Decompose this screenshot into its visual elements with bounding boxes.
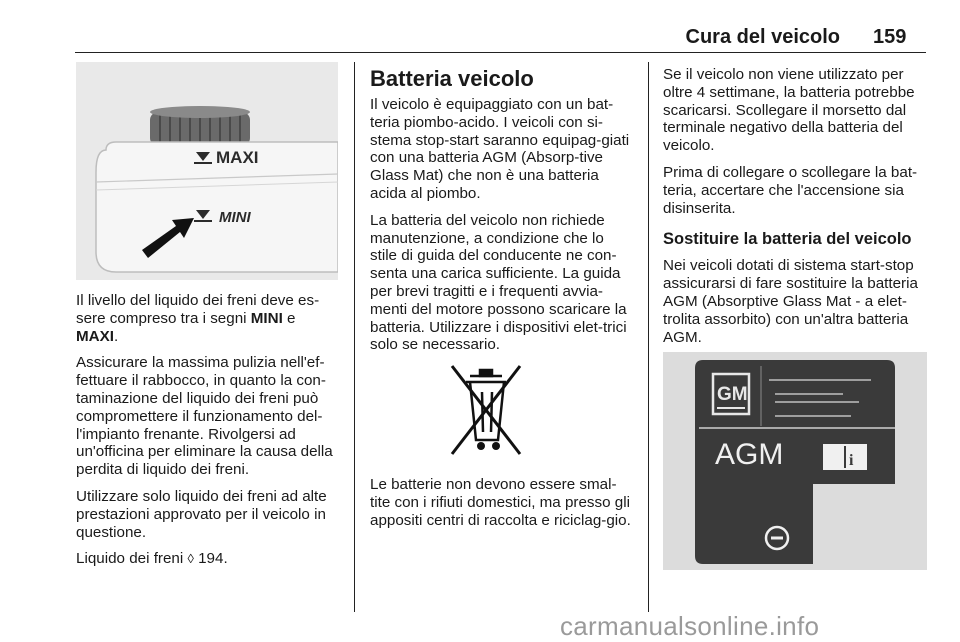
column-middle-lower: [370, 476, 634, 529]
crossed-bin-icon: [448, 362, 524, 458]
svg-text:i: i: [849, 452, 854, 469]
column-divider-right: [648, 62, 649, 612]
column-middle: [370, 66, 634, 363]
page-header: [0, 0, 960, 56]
agm-text: AGM: [715, 438, 784, 471]
maxi-term: MAXI: [76, 327, 114, 345]
column-divider-left: [354, 62, 355, 612]
brake-fluid-quality-paragraph: Utilizzare solo liquido dei freni ad alte prestazioni approvato per il veicolo in questione.: [76, 487, 327, 541]
cleanliness-paragraph: Assicurare la massima pulizia nell'ef-fettuare il rabbocco, in quanto la con-taminazione del liquido dei freni può compromettere il funzionamento del-l'impianto frenante. Rivolgersi ad un'officina per eliminare la causa della perdita di liquido dei freni.: [76, 354, 333, 479]
battery-maintenance-paragraph: La batteria del veicolo non richiede manutenzione, a condizione che lo stile di guida del conducente ne con-senta una carica sufficiente. La guida per brevi tragitti e i frequenti avvia-menti del motore possono scaricare la batteria. Utilizzare i dispositivi elet-trici solo se necessario.: [370, 211, 627, 354]
battery-type-paragraph: Il veicolo è equipaggiato con un bat-teria piombo-acido. I veicoli con si-stema stop-start saranno equipag-giati con una batteria AGM (Absorp-tive Glass Mat) che non è una batteria acida al piombo.: [370, 96, 630, 202]
mini-term: MINI: [250, 309, 283, 327]
agm-battery-label-image: [663, 352, 927, 570]
ignition-paragraph: Prima di collegare o scollegare la bat-teria, accertare che l'accensione sia disinserita.: [663, 163, 918, 217]
replace-battery-heading: Sostituire la batteria del veicolo: [663, 230, 912, 249]
column-left: [76, 292, 340, 577]
page-reference-link[interactable]: ◊ 194.: [187, 550, 228, 568]
gm-logo: GM: [717, 384, 748, 405]
section-title: Cura del veicolo: [685, 26, 840, 48]
header-rule: [75, 52, 926, 53]
battery-heading: Batteria veicolo: [370, 66, 534, 91]
column-right: [663, 66, 927, 355]
brake-fluid-reservoir-image: [76, 62, 338, 280]
mini-mark-label: MINI: [219, 209, 251, 226]
manual-book-icon: [823, 444, 867, 470]
page-number: 159: [873, 26, 907, 48]
agm-replacement-paragraph: Nei veicoli dotati di sistema start-stop assicurarsi di fare sostituire la batteria AGM (Absorptive Glass Mat - a elet-trolita assorbito) con un'altra batteria AGM.: [663, 257, 918, 346]
storage-paragraph: Se il veicolo non viene utilizzato per oltre 4 settimane, la batteria potrebbe scaricarsi. Scollegare il morsetto dal terminale negativo della batteria del veicolo.: [663, 66, 915, 155]
disposal-paragraph: Le batterie non devono essere smal-tite con i rifiuti domestici, ma presso gli appositi centri di raccolta e riciclag-gio.: [370, 476, 631, 529]
brake-fluid-reference: Liquido dei freni ◊ 194.: [76, 550, 228, 568]
reference-arrow-icon: ◊: [187, 551, 194, 567]
watermark: carmanualsonline.info: [560, 611, 820, 641]
maxi-mark-label: MAXI: [216, 148, 259, 167]
brake-level-paragraph: Il livello del liquido dei freni deve es-sere compreso tra i segni MINI e MAXI.: [76, 292, 320, 345]
